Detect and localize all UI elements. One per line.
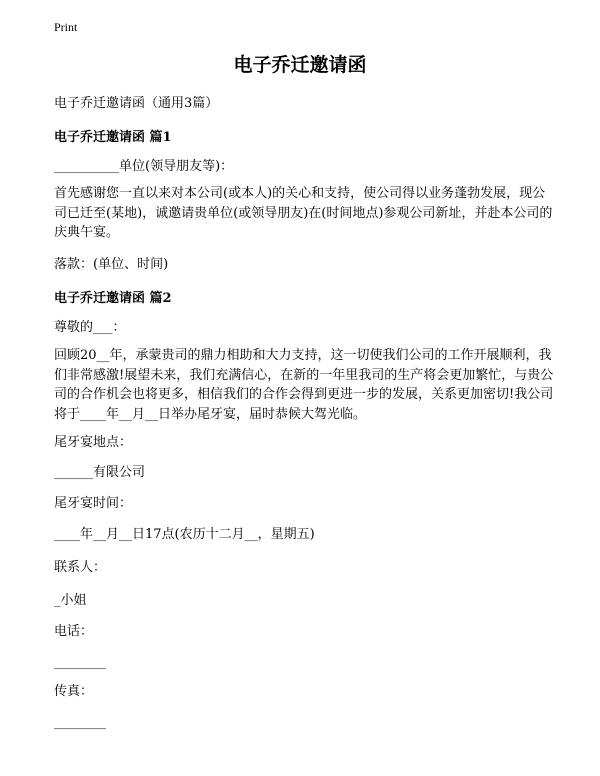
contact-value: _小姐	[54, 593, 87, 608]
section2-heading: 电子乔迁邀请函 篇2	[54, 291, 172, 306]
section2-body: 回顾20__年，承蒙贵司的鼎力相助和大力支持，这一切使我们公司的工作开展顺利，我们非常感激!展望未来，我们充满信心，在新的一年里我司的生产将会更加繁忙，与贵公司的合作机会也将更多，相信我们的合作会得到更进一步的发展，关系更加密切!我公司将于____年__月__日举办尾牙宴，届时恭候大驾光临。	[54, 348, 554, 422]
phone-value: ________	[54, 655, 106, 670]
phone-label: 电话：	[54, 624, 94, 639]
section2-salutation: 尊敬的___：	[54, 320, 126, 335]
contact-label: 联系人：	[54, 560, 107, 575]
section1-salutation: __________单位(领导朋友等)：	[54, 159, 234, 174]
venue-label: 尾牙宴地点：	[54, 435, 133, 450]
venue-value: ______有限公司	[54, 465, 146, 480]
fax-value: ________	[54, 715, 106, 730]
time-value: ____年__月__日17点(农历十二月__，星期五)	[54, 527, 315, 542]
section1-heading: 电子乔迁邀请函 篇1	[54, 130, 172, 145]
time-label: 尾牙宴时间：	[54, 496, 133, 511]
print-link[interactable]: Print	[54, 20, 78, 34]
document-subtitle: 电子乔迁邀请函（通用3篇）	[54, 96, 219, 111]
section1-signature: 落款：(单位、时间)	[54, 257, 169, 272]
page-title: 电子乔迁邀请函	[233, 54, 367, 76]
section1-body: 首先感谢您一直以来对本公司(或本人)的关心和支持，使公司得以业务蓬勃发展，现公司已迁至(某地)，诚邀请贵单位(或领导朋友)在(时间地点)参观公司新址，并赴本公司的庆典午宴。	[54, 186, 553, 240]
fax-label: 传真：	[54, 684, 94, 699]
